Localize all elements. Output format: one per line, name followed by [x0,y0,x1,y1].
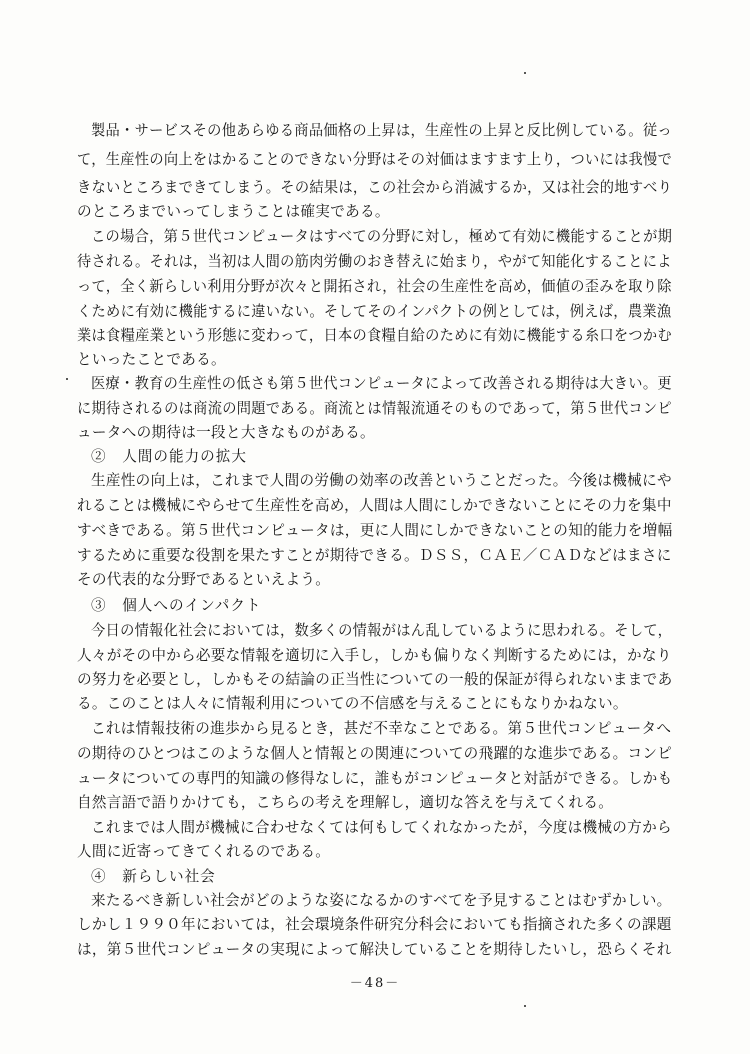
text-line: これは情報技術の進歩から見るとき，甚だ不幸なことである。第５世代コンピュータへ [91,720,672,737]
text-line: って，全く新らしい利用分野が次々と開拓され，社会の生産性を高め，価値の歪みを取り除 [77,278,672,295]
text-line: のところまでいってしまうことは確実である。 [77,203,390,220]
text-line: くために有効に機能するに違いない。そしてそのインパクトの例としては，例えば，農業漁 [77,303,672,320]
scan-speck [524,72,526,74]
text-line: その代表的な分野であるといえよう。 [77,571,331,588]
text-line: といったことである。 [77,351,226,368]
text-line: の期待のひとつはこのような個人と情報との関連についての飛躍的な進歩である。コンピ [77,745,673,762]
text-line: ュータへの期待は一段と大きなものがある。 [77,424,375,441]
text-line: この場合，第５世代コンピュータはすべての分野に対し，極めて有効に機能することが期 [91,228,673,245]
text-line: に期待されるのは商流の問題である。商流とは情報流通そのものであって，第５世代コンピ [77,400,672,417]
scan-speck [66,378,68,380]
section-heading: ③ 個人へのインパクト [91,597,262,614]
text-line: 待される。それは，当初は人間の筋肉労働のおき替えに始まり，やがて知能化することによ [77,253,672,270]
text-line: ュータについての専門的知識の修得なしに，誰もがコンピュータと対話ができる。しかも [77,770,673,787]
text-line: すべきである。第５世代コンピュータは，更に人間にしかできないことの知的能力を増幅 [77,522,673,539]
text-line: きないところまできてしまう。その結果は，この社会から消滅するか，又は社会的地すべり [77,179,673,196]
text-line: れることは機械にやらせて生産性を高め，人間は人間にしかできないことにその力を集中 [77,497,672,514]
section-heading: ④ 新らしい社会 [91,868,216,885]
text-line: 来たるべき新しい社会がどのような姿になるかのすべてを予見することはむずかしい。 [91,892,672,909]
text-line: 自然言語で語りかけても，こちらの考えを理解し，適切な答えを与えてくれる。 [77,794,614,811]
text-line: するために重要な役割を果たすことが期待できる。ＤＳＳ，ＣＡＥ／ＣＡＤなどはまさに [77,547,672,564]
text-line: て，生産性の向上をはかることのできない分野はその対価はますます上り，ついには我慢で [77,151,673,168]
scan-speck [524,1005,526,1007]
text-line: 医療・教育の生産性の低さも第５世代コンピュータによって改善される期待は大きい。更 [91,375,672,392]
text-line: 人々がその中から必要な情報を適切に入手し，しかも偏りなく判断するためには，かなり [77,647,672,664]
text-line: これまでは人間が機械に合わせなくては何もしてくれなかったが，今度は機械の方から [91,819,672,836]
section-heading: ② 人間の能力の拡大 [91,448,247,465]
text-line: の努力を必要とし，しかもその結論の正当性についての一般的保証が得られないままであ [77,671,673,688]
page-number: －48－ [349,976,401,991]
text-line: は，第５世代コンピュータの実現によって解決していることを期待したいし，恐らくそれ [77,941,672,958]
text-line: 今日の情報化社会においては，数多くの情報がはん乱しているように思われる。そして， [91,622,673,639]
text-line: 業は食糧産業という形態に変わって，日本の食糧自給のために有効に機能する糸口をつかむ [77,327,672,344]
text-line: しかし１９９０年においては，社会環境条件研究分科会においても指摘された多くの課題 [77,916,672,933]
text-line: 人間に近寄ってきてくれるのである。 [77,843,331,860]
text-line: る。このことは人々に情報利用についての不信感を与えることにもなりかねない。 [77,695,628,712]
text-line: 生産性の向上は，これまで人間の労働の効率の改善ということだった。今後は機械にや [91,472,672,489]
text-line: 製品・サービスその他あらゆる商品価格の上昇は，生産性の上昇と反比例している。従っ [91,122,672,139]
